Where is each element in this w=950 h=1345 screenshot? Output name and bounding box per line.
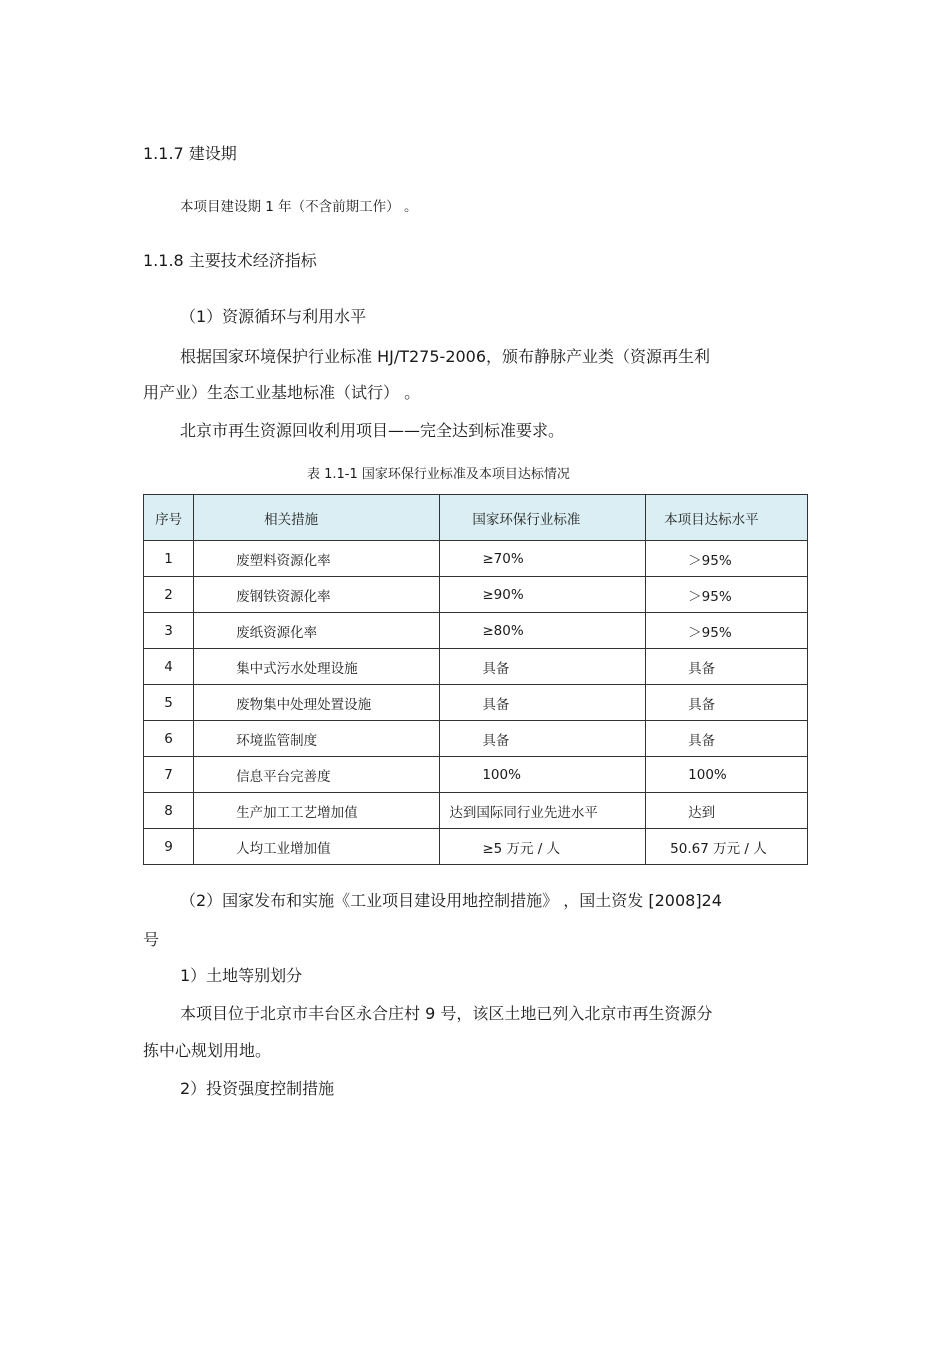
- table-row: [144, 721, 808, 757]
- cell-standard: ≥90%: [440, 577, 646, 613]
- table-row: [144, 541, 808, 577]
- cell-standard: 100%: [440, 757, 646, 793]
- cell-no: 4: [144, 649, 194, 685]
- cell-measure: 环境监管制度: [194, 721, 440, 757]
- cell-standard: 具备: [440, 685, 646, 721]
- table-header-row: [144, 495, 808, 541]
- cell-measure: 生产加工工艺增加值: [194, 793, 440, 829]
- cell-no: 1: [144, 541, 194, 577]
- section-heading-1-1-8: 1.1.8 主要技术经济指标: [143, 251, 317, 270]
- paragraph-investment-intensity: 2）投资强度控制措施: [180, 1079, 335, 1098]
- cell-standard: 达到国际同行业先进水平: [440, 793, 646, 829]
- header-measure: 相关措施: [194, 495, 440, 541]
- table-row: [144, 649, 808, 685]
- cell-measure: 信息平台完善度: [194, 757, 440, 793]
- cell-no: 9: [144, 829, 194, 865]
- table-row: [144, 757, 808, 793]
- cell-level: ＞95%: [646, 541, 808, 577]
- cell-measure: 废物集中处理处置设施: [194, 685, 440, 721]
- cell-level: 具备: [646, 649, 808, 685]
- header-no: 序号: [144, 495, 194, 541]
- cell-standard: ≥80%: [440, 613, 646, 649]
- cell-no: 3: [144, 613, 194, 649]
- paragraph-location-line1: 本项目位于北京市丰台区永合庄村 9 号，该区土地已列入北京市再生资源分: [180, 1004, 713, 1023]
- cell-level: 达到: [646, 793, 808, 829]
- cell-level: 具备: [646, 721, 808, 757]
- cell-level: 50.67 万元 / 人: [646, 829, 808, 865]
- paragraph-standard-line2: 用产业）生态工业基地标准（试行） 。: [143, 383, 421, 402]
- table-row: [144, 793, 808, 829]
- cell-no: 6: [144, 721, 194, 757]
- section-heading-1-1-7: 1.1.7 建设期: [143, 144, 237, 163]
- cell-level: ＞95%: [646, 613, 808, 649]
- header-standard: 国家环保行业标准: [440, 495, 646, 541]
- paragraph-land-control-line2: 号: [143, 930, 160, 949]
- cell-measure: 集中式污水处理设施: [194, 649, 440, 685]
- paragraph-land-grade: 1）土地等别划分: [180, 966, 303, 985]
- cell-standard: 具备: [440, 721, 646, 757]
- table-row: [144, 685, 808, 721]
- cell-measure: 人均工业增加值: [194, 829, 440, 865]
- table-row: [144, 613, 808, 649]
- paragraph-standard-line1: 根据国家环境保护行业标准 HJ/T275-2006，颁布静脉产业类（资源再生利: [180, 347, 711, 366]
- paragraph-resource-cycle: （1）资源循环与利用水平: [180, 307, 367, 326]
- cell-measure: 废纸资源化率: [194, 613, 440, 649]
- cell-standard: ≥5 万元 / 人: [440, 829, 646, 865]
- paragraph-land-control-line1: （2）国家发布和实施《工业项目建设用地控制措施》 ，国土资发 [2008]24: [180, 891, 722, 910]
- cell-measure: 废钢铁资源化率: [194, 577, 440, 613]
- cell-no: 8: [144, 793, 194, 829]
- cell-standard: ≥70%: [440, 541, 646, 577]
- cell-level: ＞95%: [646, 577, 808, 613]
- table-row: [144, 829, 808, 865]
- indicator-table: [143, 494, 808, 865]
- cell-level: 100%: [646, 757, 808, 793]
- cell-standard: 具备: [440, 649, 646, 685]
- cell-level: 具备: [646, 685, 808, 721]
- table-caption: 表 1.1-1 国家环保行业标准及本项目达标情况: [307, 467, 570, 482]
- table-row: [144, 577, 808, 613]
- cell-no: 7: [144, 757, 194, 793]
- paragraph-location-line2: 拣中心规划用地。: [143, 1041, 272, 1060]
- cell-no: 2: [144, 577, 194, 613]
- cell-measure: 废塑料资源化率: [194, 541, 440, 577]
- cell-no: 5: [144, 685, 194, 721]
- paragraph-compliance: 北京市再生资源回收利用项目——完全达到标准要求。: [180, 421, 565, 440]
- construction-period-text: 本项目建设期 1 年（不含前期工作） 。: [180, 199, 418, 215]
- header-level: 本项目达标水平: [646, 495, 808, 541]
